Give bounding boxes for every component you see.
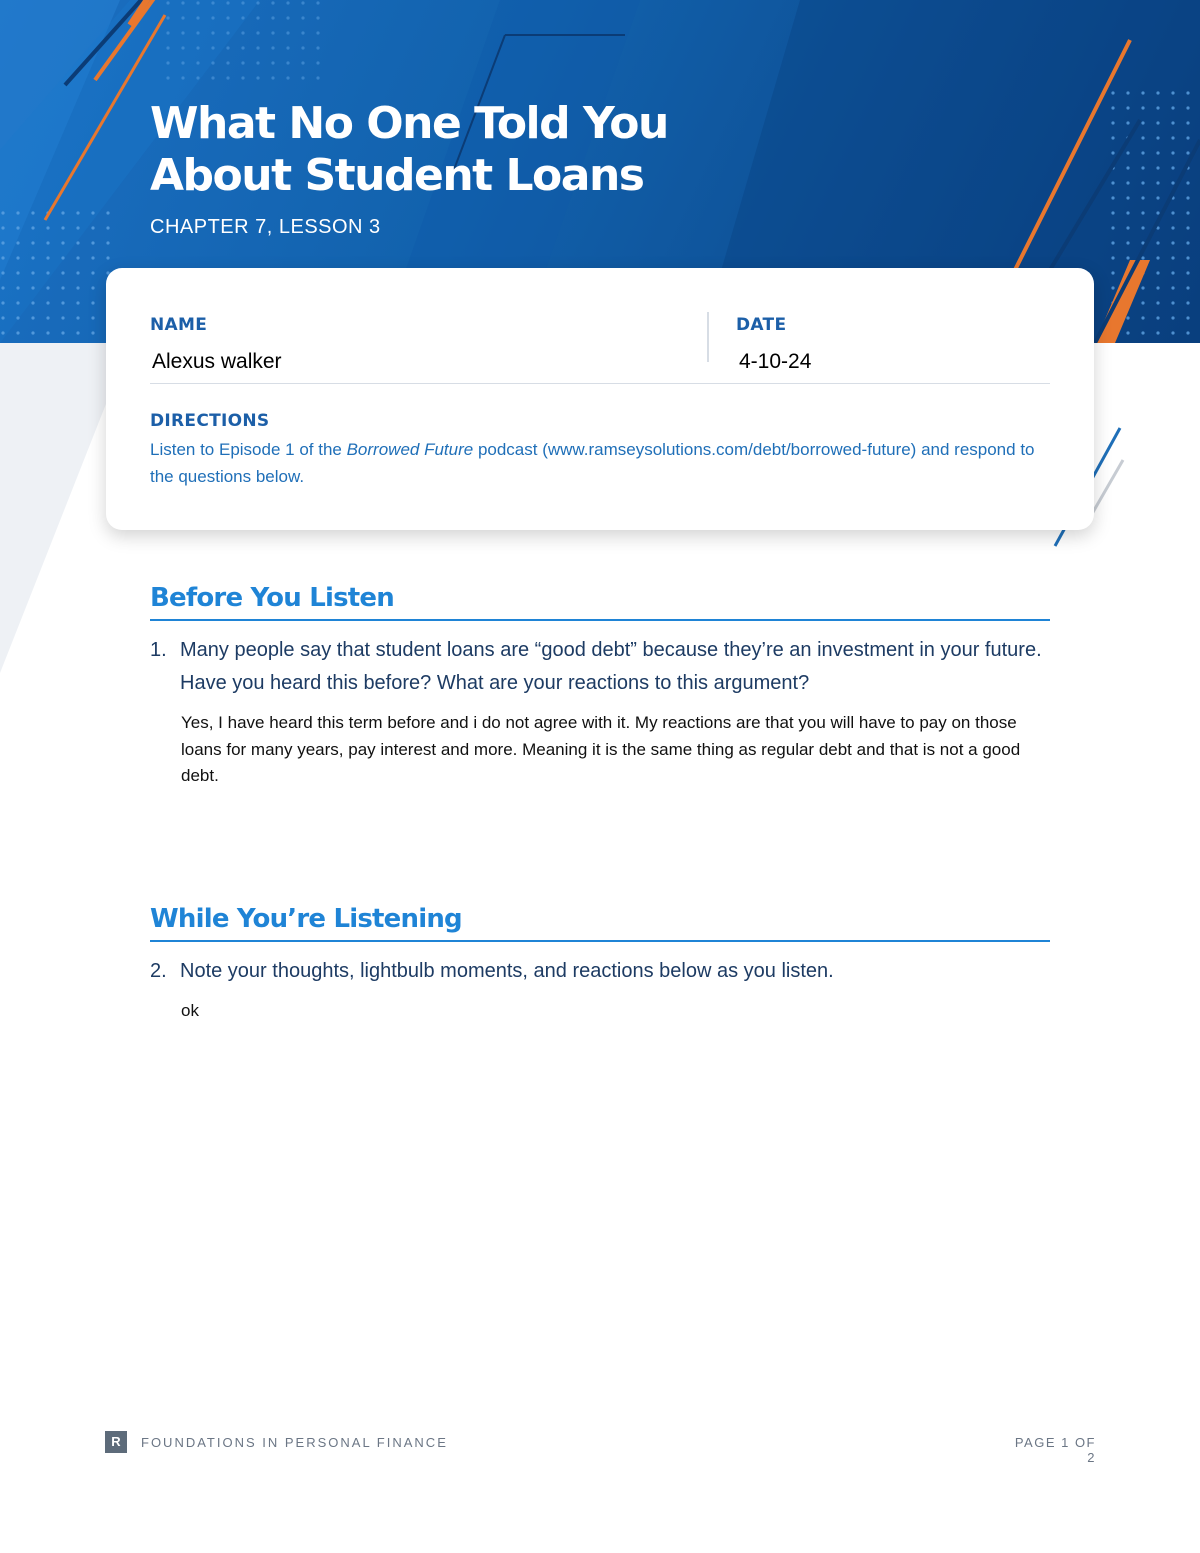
name-field[interactable]: Alexus walker (152, 350, 282, 373)
question-1-text: Many people say that student loans are “good debt” because they’re an investment in your future. Have you heard this before? What are your reactions to this argument? (180, 639, 1042, 694)
lesson-subtitle: CHAPTER 7, LESSON 3 (150, 216, 381, 238)
page-number: PAGE 1 OF 2 (1014, 1435, 1096, 1465)
directions-label: DIRECTIONS (150, 411, 270, 431)
directions-text (150, 436, 1060, 490)
directions-text-end: podcast (www.ramseysolutions.com/debt/borrowed-future) and respond to the questions below. (150, 440, 1035, 486)
answer-2-field[interactable]: ok (181, 1001, 199, 1020)
field-divider (707, 312, 709, 362)
title-line-1: What No One Told You (150, 98, 668, 149)
fields-underline (150, 383, 1050, 384)
question-number-2: 2. (150, 960, 167, 982)
podcast-title: Borrowed Future (346, 440, 474, 459)
date-label: DATE (736, 315, 787, 335)
question-number-1: 1. (150, 639, 167, 661)
footer-course-name: FOUNDATIONS IN PERSONAL FINANCE (141, 1435, 448, 1450)
question-2-text: Note your thoughts, lightbulb moments, and reactions below as you listen. (180, 960, 834, 982)
answer-1-field[interactable]: Yes, I have heard this term before and i do not agree with it. My reactions are that you will have to pay on those loans for many years, pay interest and more. Meaning it is the same thing as regular debt and that is not a good debt. (181, 713, 1021, 785)
page-title (150, 98, 850, 202)
date-field[interactable]: 4-10-24 (739, 350, 812, 373)
name-label: NAME (150, 315, 208, 335)
directions-text-start: Listen to Episode 1 of the (150, 440, 347, 459)
student-info-card (106, 268, 1094, 530)
title-line-2: About Student Loans (150, 150, 644, 201)
section-heading-before-listen: Before You Listen (150, 583, 1050, 621)
section-heading-while-listening: While You’re Listening (150, 904, 1050, 942)
ramsey-logo-icon: R (105, 1431, 127, 1453)
